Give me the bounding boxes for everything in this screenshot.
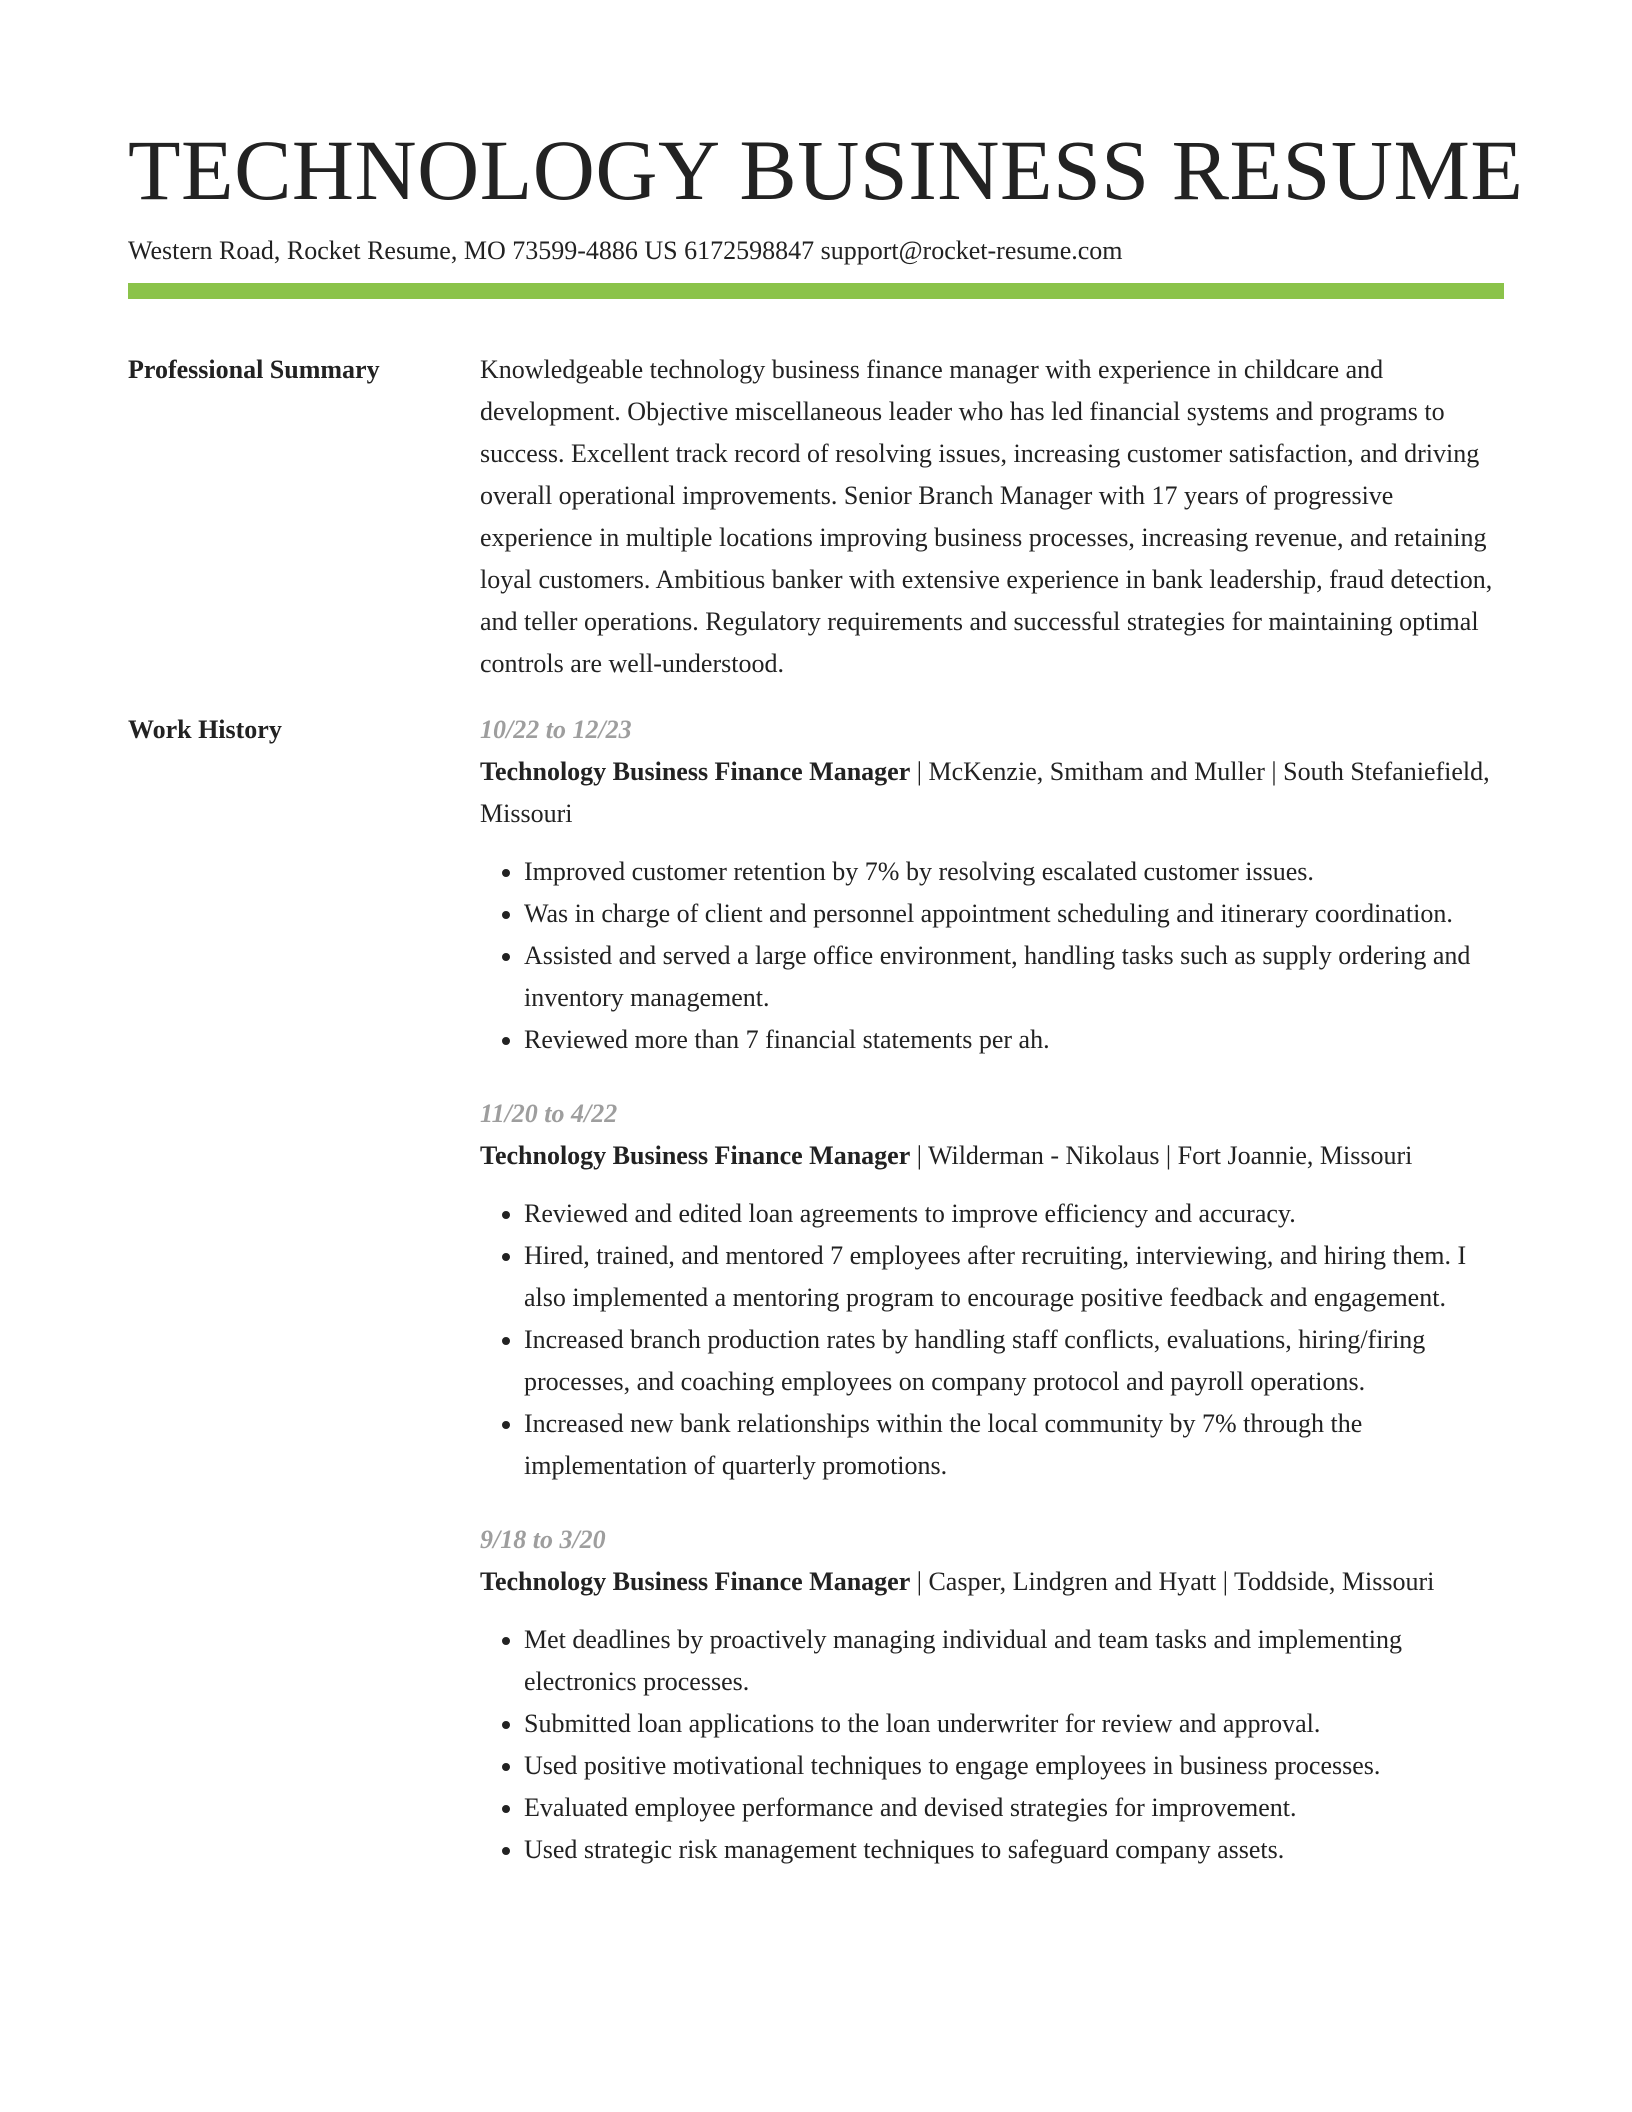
section-label-summary: Professional Summary [128,355,380,384]
contact-info: Western Road, Rocket Resume, MO 73599-4886 US 6172598847 support@rocket-resume.com [128,236,1123,265]
job-bullet: • Met deadlines by proactively managing individual and team tasks and implementing electronics processes. [524,1619,1504,1703]
job-title: Technology Business Finance Manager [480,1141,911,1170]
job-bullet: • Used positive motivational techniques to engage employees in business processes. [524,1745,1504,1787]
job-company-location: | Wilderman - Nikolaus | Fort Joannie, Missouri [910,1141,1413,1170]
job-heading [480,1135,1504,1177]
section-label-work-history: Work History [128,715,282,744]
resume-page [128,0,1524,1903]
job-bullet: • Reviewed more than 7 financial statements per ah. [524,1019,1504,1061]
job-bullet: • Increased branch production rates by handling staff conflicts, evaluations, hiring/firing processes, and coaching employees on company protocol and payroll operations. [524,1319,1504,1403]
job-bullet: • Was in charge of client and personnel appointment scheduling and itinerary coordination. [524,893,1504,935]
job-bullet: • Submitted loan applications to the loan underwriter for review and approval. [524,1703,1504,1745]
header-divider [128,283,1504,299]
job-bullet: • Increased new bank relationships within the local community by 7% through the implementation of quarterly promotions. [524,1403,1504,1487]
job-dates: 9/18 to 3/20 [480,1525,606,1554]
professional-summary-section [128,349,1504,685]
job-bullets [480,1619,1504,1871]
job-entry [480,709,1504,1061]
job-bullet: • Reviewed and edited loan agreements to improve efficiency and accuracy. [524,1193,1504,1235]
job-bullet: • Evaluated employee performance and devised strategies for improvement. [524,1787,1504,1829]
job-bullet: • Assisted and served a large office environment, handling tasks such as supply ordering and inventory management. [524,935,1504,1019]
job-title: Technology Business Finance Manager [480,1567,911,1596]
job-heading [480,751,1504,835]
job-bullet: • Improved customer retention by 7% by resolving escalated customer issues. [524,851,1504,893]
summary-text: Knowledgeable technology business finance manager with experience in childcare and development. Objective miscellaneous leader who has led financial systems and programs to success. Excellent track record of resolving issues, increasing customer satisfaction, and driving overall operational improvements. Senior Branch Manager with 17 years of progressive experience in multiple locations improving business processes, increasing revenue, and retaining loyal customers. Ambitious banker with extensive experience in bank leadership, fraud detection, and teller operations. Regulatory requirements and successful strategies for maintaining optimal controls are well-understood. [480,355,1493,678]
job-entry [480,1093,1504,1487]
resume-title: TECHNOLOGY BUSINESS RESUME [128,122,1524,218]
job-list [480,709,1504,1903]
job-bullet: • Used strategic risk management techniques to safeguard company assets. [524,1829,1504,1871]
job-entry [480,1519,1504,1871]
job-title: Technology Business Finance Manager [480,757,911,786]
job-bullet: • Hired, trained, and mentored 7 employees after recruiting, interviewing, and hiring them. I also implemented a mentoring program to encourage positive feedback and engagement. [524,1235,1504,1319]
job-dates: 11/20 to 4/22 [480,1099,618,1128]
job-company-location: | Casper, Lindgren and Hyatt | Toddside, Missouri [910,1567,1435,1596]
work-history-section [128,709,1504,1903]
job-dates: 10/22 to 12/23 [480,715,632,744]
job-bullets [480,1193,1504,1487]
job-heading [480,1561,1504,1603]
job-bullets [480,851,1504,1061]
job-company-location: | McKenzie, Smitham and Muller | South Stefaniefield, Missouri [480,757,1490,828]
